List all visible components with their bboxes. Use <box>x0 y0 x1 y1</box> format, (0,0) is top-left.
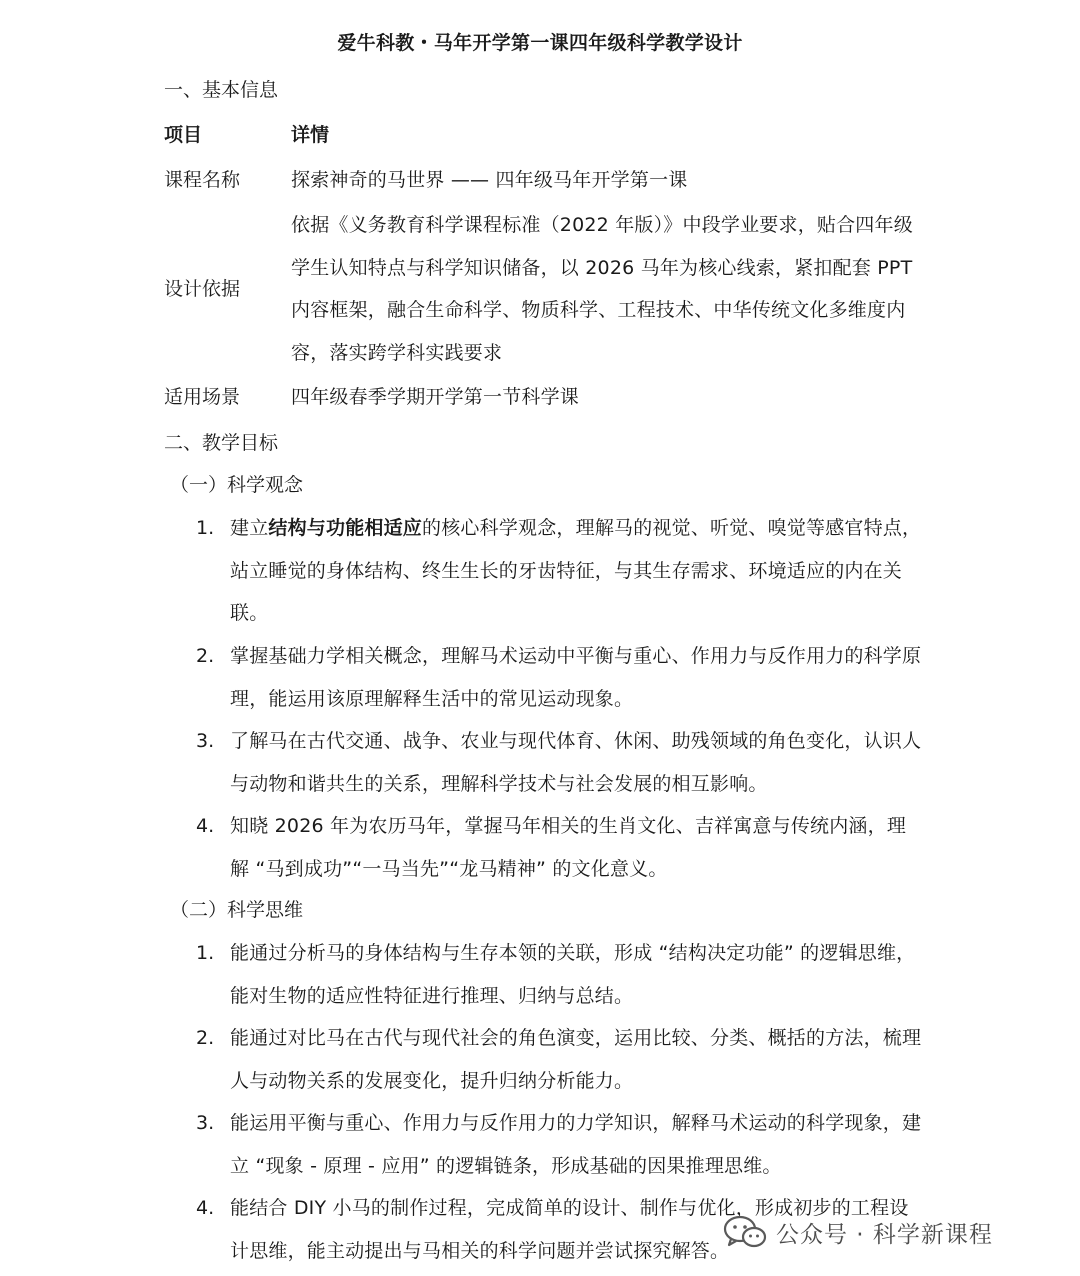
list-item-number: 1. <box>196 517 215 539</box>
list-item-text: 掌握基础力学相关概念，理解马术运动中平衡与重心、作用力与反作用力的科学原理，能运用该原理解释生活中的常见运动现象。 <box>230 645 922 710</box>
list-item-text: 了解马在古代交通、战争、农业与现代体育、休闲、助残领域的角色变化，认识人与动物和谐共生的关系，理解科学技术与社会发展的相互影响。 <box>230 730 922 795</box>
list-item-number: 2. <box>196 1027 215 1049</box>
list-item <box>196 805 924 890</box>
list-item <box>196 507 924 635</box>
row-value-design-basis: 依据《义务教育科学课程标准（2022 年版）》中段学业要求，贴合四年级学生认知特点与科学知识储备，以 2026 马年为核心线索，紧扣配套 PPT 内容框架，融合生命科学、物质科学、工程技术、中华传统文化多维度内容，落实跨学科实践要求 <box>291 214 913 364</box>
list-item-text: 知晓 2026 年为农历马年，掌握马年相关的生肖文化、吉祥寓意与传统内涵，理解 “马到成功”“一马当先”“龙马精神” 的文化意义。 <box>230 815 907 880</box>
list-item-number: 4. <box>196 1197 215 1219</box>
list-item-number: 4. <box>196 815 215 837</box>
list-item-text: 能运用平衡与重心、作用力与反作用力的力学知识，解释马术运动的科学现象，建立 “现象 - 原理 - 应用” 的逻辑链条，形成基础的因果推理思维。 <box>230 1112 922 1177</box>
list-item <box>196 1102 924 1187</box>
list-item-number: 1. <box>196 942 215 964</box>
list-item-text: 能结合 DIY 小马的制作过程，完成简单的设计、制作与优化，形成初步的工程设计思维，能主动提出与马相关的科学问题并尝试探究解答。 <box>230 1197 909 1262</box>
list-item <box>196 720 924 805</box>
list-item <box>196 1017 924 1102</box>
subsection-heading-science-concepts: （一）科学观念 <box>170 474 304 496</box>
row-label-design-basis: 设计依据 <box>164 278 241 300</box>
watermark <box>722 1212 993 1252</box>
section-heading-basic-info: 一、基本信息 <box>164 79 279 101</box>
list-item-text: 建立结构与功能相适应的核心科学观念，理解马的视觉、听觉、嗅觉等感官特点，站立睡觉的身体结构、终生生长的牙齿特征，与其生存需求、环境适应的内在关联。 <box>230 517 922 624</box>
list-item-text: 能通过分析马的身体结构与生存本领的关联，形成 “结构决定功能” 的逻辑思维，能对生物的适应性特征进行推理、归纳与总结。 <box>230 942 916 1007</box>
table-header-item: 项目 <box>164 124 203 146</box>
subsection-heading-science-thinking: （二）科学思维 <box>170 899 304 921</box>
row-value-course-name: 探索神奇的马世界 —— 四年级马年开学第一课 <box>291 169 688 191</box>
row-label-course-name: 课程名称 <box>164 169 241 191</box>
section-heading-goals: 二、教学目标 <box>164 432 279 454</box>
list-item-number: 3. <box>196 730 215 752</box>
wechat-logo-icon <box>722 1214 768 1250</box>
row-value-scenario: 四年级春季学期开学第一节科学课 <box>291 386 580 408</box>
emphasis-text: 结构与功能相适应 <box>268 517 423 539</box>
list-item <box>196 932 924 1017</box>
list-item-text: 能通过对比马在古代与现代社会的角色演变，运用比较、分类、概括的方法，梳理人与动物关系的发展变化，提升归纳分析能力。 <box>230 1027 922 1092</box>
document-title: 爱牛科教・马年开学第一课四年级科学教学设计 <box>337 32 743 54</box>
list-item-number: 2. <box>196 645 215 667</box>
table-header-detail: 详情 <box>291 124 330 146</box>
row-label-scenario: 适用场景 <box>164 386 241 408</box>
list-item-number: 3. <box>196 1112 215 1134</box>
watermark-text: 公众号 · 科学新课程 <box>776 1221 993 1248</box>
list-item <box>196 635 924 720</box>
